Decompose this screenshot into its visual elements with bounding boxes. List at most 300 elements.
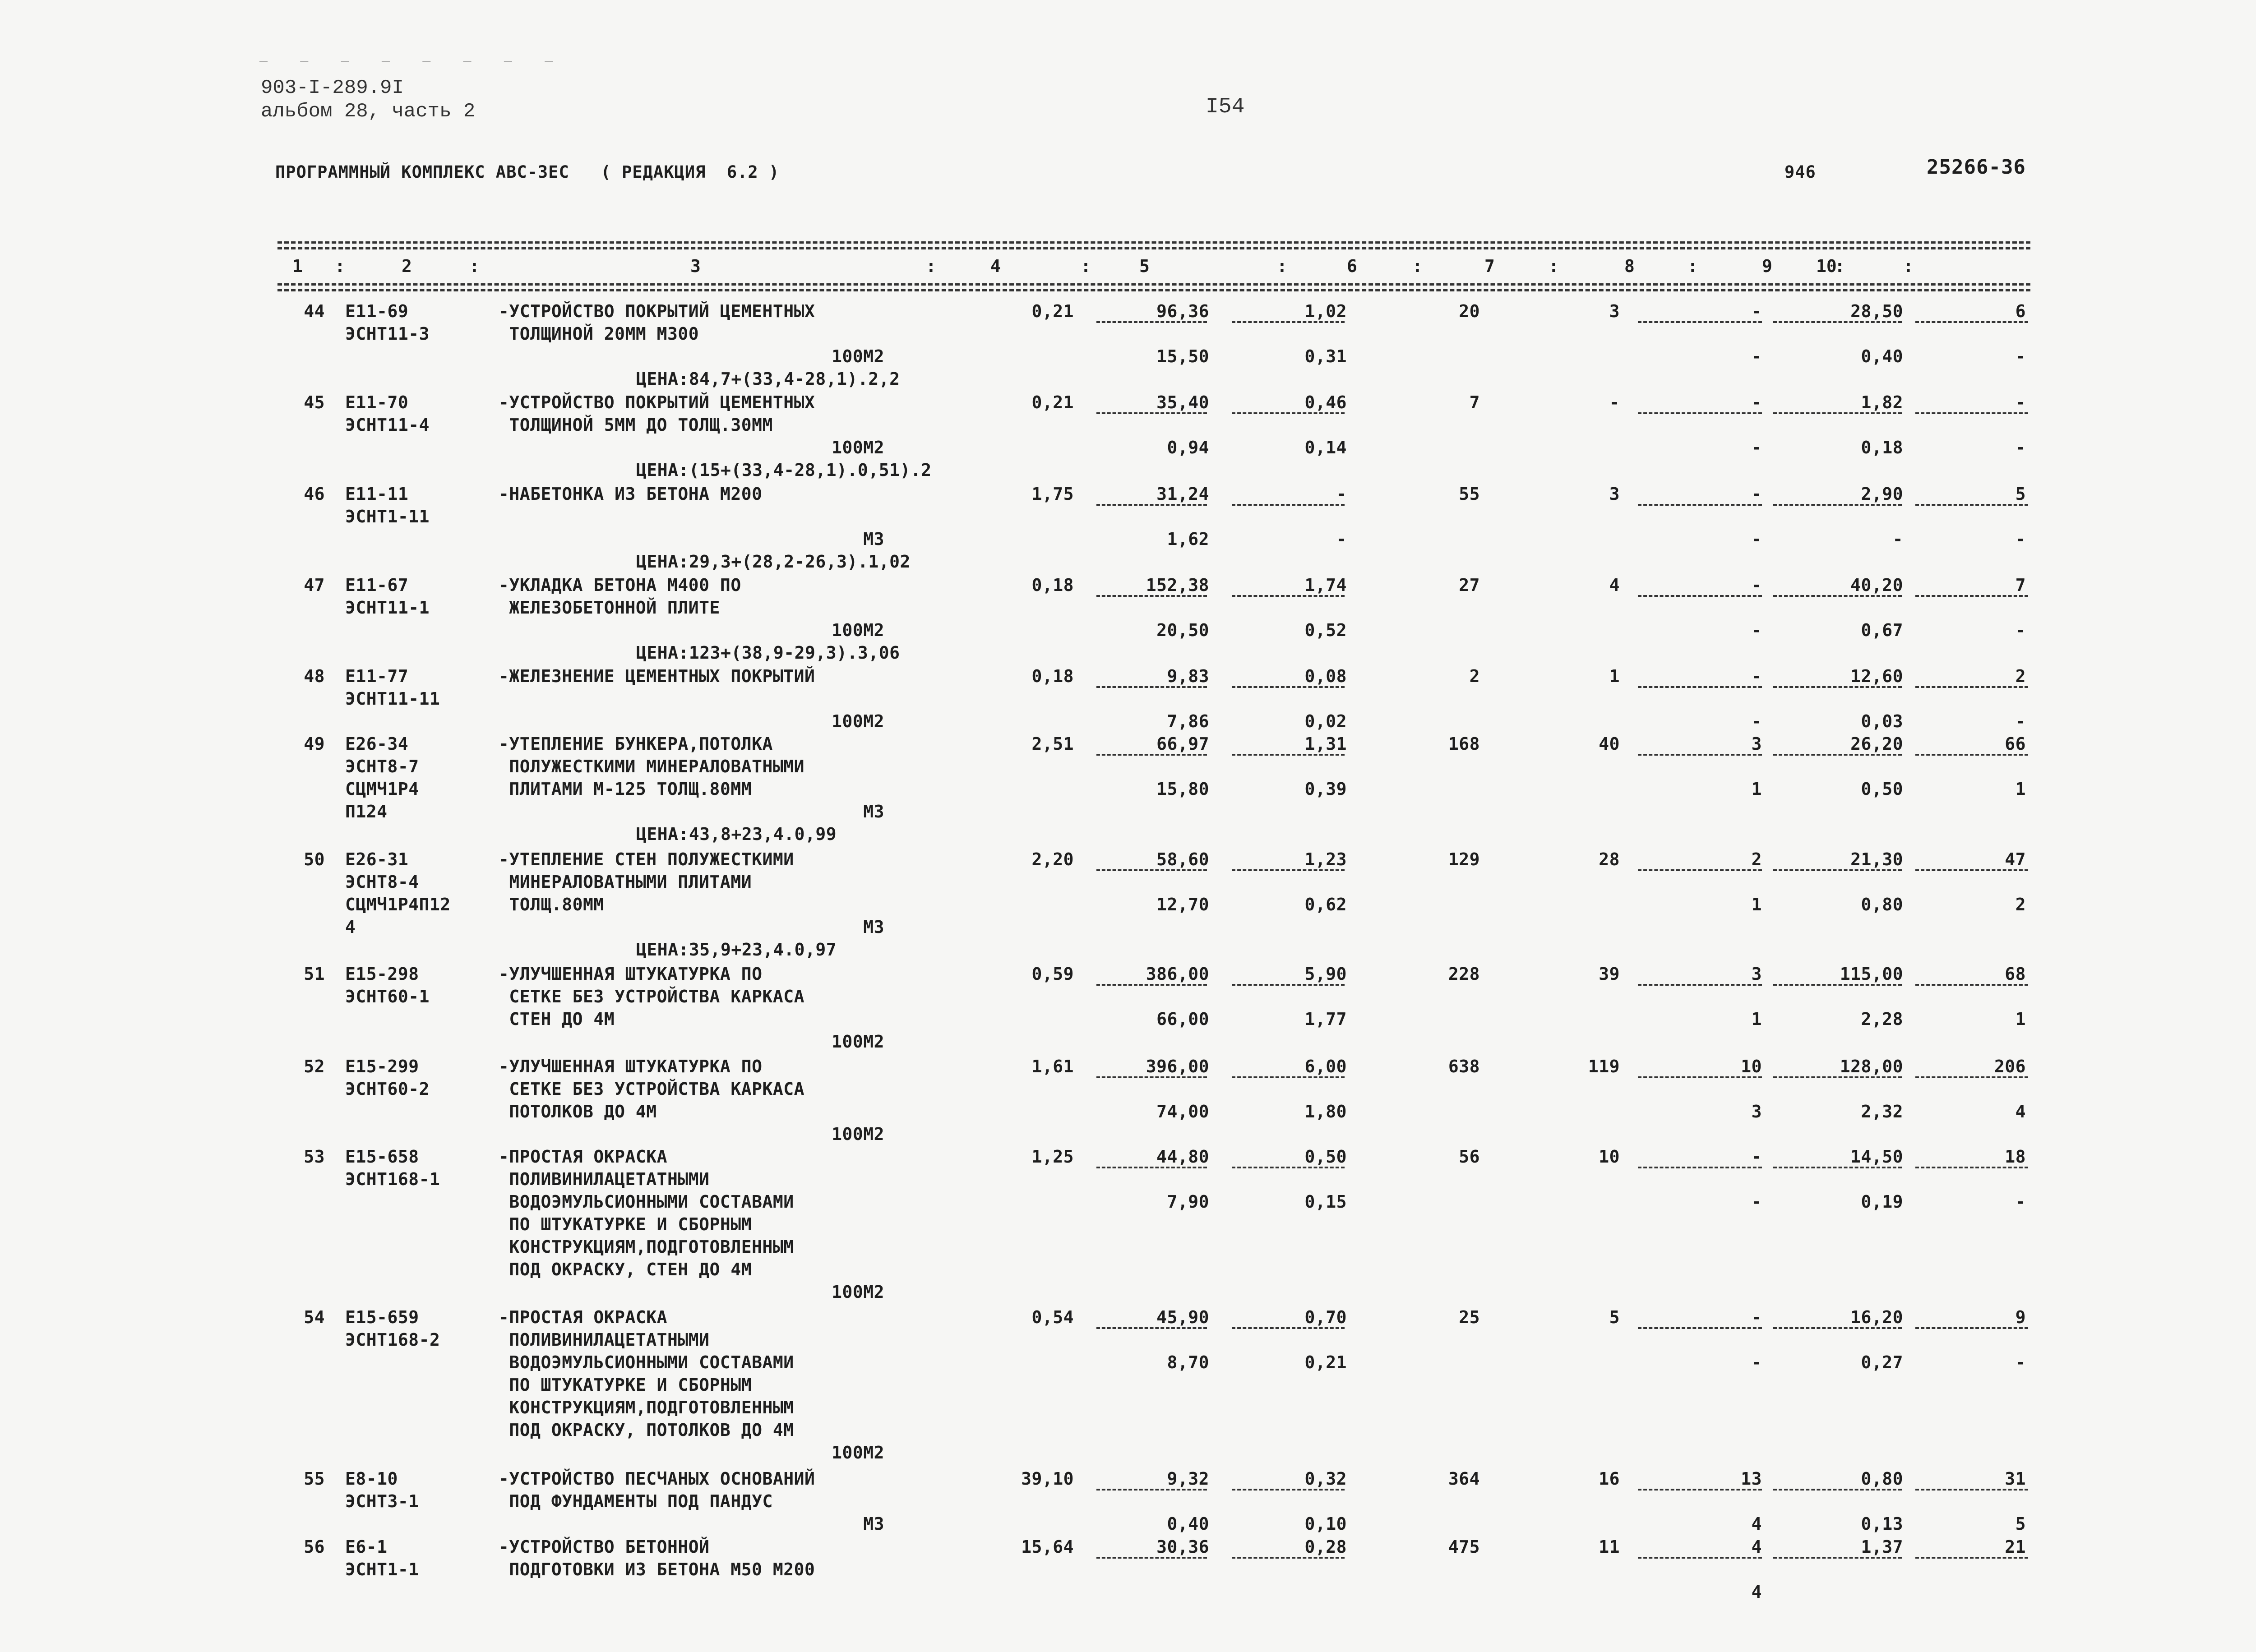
column-header-cell: : [1277,256,1287,276]
labor-hours: 128,00 [1840,1057,1903,1076]
total-hours-sub: 5 [2015,1514,2026,1534]
unit-of-measure: 100М2 [832,711,884,731]
work-description: СЕТКЕ БЕЗ УСТРОЙСТВА КАРКАСА [499,987,804,1006]
machine-wages-sub: - [1751,711,1762,731]
quantity: 2,51 [1031,734,1074,754]
norm-code: Е11-69 [345,301,409,321]
program-title: ПРОГРАММНЫЙ КОМПЛЕКС АВС-3ЕС ( РЕДАКЦИЯ 6.2 ) [275,162,780,182]
column-header-cell: 6 [1347,256,1357,276]
labor-hours: 12,60 [1850,666,1903,686]
wages: 39 [1599,964,1620,984]
work-description: ТОЛЩИНОЙ 5ММ ДО ТОЛЩ.30ММ [499,415,773,435]
row-number: 56 [304,1537,325,1557]
labor-hours: 0,80 [1861,1469,1903,1489]
cell-separator [1096,1167,1207,1168]
labor-hours-sub: 0,50 [1861,779,1903,799]
work-description: ПОД ОКРАСКУ, СТЕН ДО 4М [499,1260,752,1279]
total-cost: 228 [1448,964,1480,984]
work-description: -УТЕПЛЕНИЕ БУНКЕРА,ПОТОЛКА [499,734,773,754]
quantity: 1,75 [1031,484,1074,504]
work-description: КОНСТРУКЦИЯМ,ПОДГОТОВЛЕННЫМ [499,1398,794,1417]
work-description: ПОД ОКРАСКУ, ПОТОЛКОВ ДО 4М [499,1420,794,1440]
wages: 4 [1609,575,1620,595]
norm-code: Е15-298 [345,964,419,984]
total-cost: 638 [1448,1057,1480,1076]
machine-wages-sub: - [1751,1192,1762,1212]
machine-wages: - [1751,301,1762,321]
unit-of-measure: М3 [863,802,884,821]
total-hours-sub: - [2015,1352,2026,1372]
cell-separator [1773,1489,1902,1490]
work-description: ПОЛУЖЕСТКИМИ МИНЕРАЛОВАТНЫМИ [499,757,804,776]
cell-separator [1096,1489,1207,1490]
operation-cost: 1,02 [1304,301,1347,321]
cell-separator [1915,754,2028,756]
cell-separator [1773,504,1902,506]
work-description: ПЛИТАМИ М-125 ТОЛЩ.80ММ [499,779,752,799]
row-number: 50 [304,849,325,869]
total-hours-sub: - [2015,438,2026,457]
norm-code: Е8-10 [345,1469,398,1489]
work-description: ПОДГОТОВКИ ИЗ БЕТОНА М50 М200 [499,1560,815,1579]
total-cost: 25 [1459,1307,1480,1327]
norm-code: Е15-299 [345,1057,419,1076]
column-header-cell: 9 [1762,256,1772,276]
total-hours: 2 [2015,666,2026,686]
work-description: -УСТРОЙСТВО ПЕСЧАНЫХ ОСНОВАНИЙ [499,1469,815,1489]
total-hours: 206 [1994,1057,2026,1076]
cell-separator [1096,595,1207,597]
work-description: -УЛУЧШЕННАЯ ШТУКАТУРКА ПО [499,964,763,984]
labor-hours: 2,90 [1861,484,1903,504]
unit-of-measure: 100М2 [832,438,884,457]
operation-cost: 0,70 [1304,1307,1347,1327]
column-header-cell: : [335,256,345,276]
cell-separator [1232,321,1345,323]
labor-hours-sub: 0,03 [1861,711,1903,731]
total-hours-sub: - [2015,711,2026,731]
total-hours: 31 [2005,1469,2026,1489]
unit-of-measure: 100М2 [832,1032,884,1052]
work-description: -ЖЕЛЕЗНЕНИЕ ЦЕМЕНТНЫХ ПОКРЫТИЙ [499,666,815,686]
work-description: ПОТОЛКОВ ДО 4М [499,1102,657,1121]
cell-separator [1638,869,1762,871]
labor-hours-sub: 0,13 [1861,1514,1903,1534]
machine-wages-sub: 3 [1751,1102,1762,1121]
wages: 10 [1599,1147,1620,1167]
cell-separator [1096,1327,1207,1329]
quantity: 0,18 [1031,666,1074,686]
machine-wages: - [1751,666,1762,686]
column-header-cell: : [1412,256,1423,276]
wages: 5 [1609,1307,1620,1327]
cell-separator [1915,321,2028,323]
unit-cost-wages: 7,86 [1167,711,1209,731]
cell-separator [1096,686,1207,688]
top-separator [277,241,2030,244]
work-description: СТЕН ДО 4М [499,1009,615,1029]
wages: 1 [1609,666,1620,686]
machine-wages-sub: - [1751,438,1762,457]
wages: 16 [1599,1469,1620,1489]
operation-cost: 0,50 [1304,1147,1347,1167]
labor-hours-sub: 0,40 [1861,346,1903,366]
unit-cost-wages: 12,70 [1156,895,1209,914]
operation-cost-wages: 0,14 [1304,438,1347,457]
cell-separator [1638,1167,1762,1168]
cell-separator [1638,595,1762,597]
work-description: -УТЕПЛЕНИЕ СТЕН ПОЛУЖЕСТКИМИ [499,849,794,869]
total-cost: 20 [1459,301,1480,321]
norm-code: ЭСНТ11-11 [345,689,440,709]
norm-code: Е26-34 [345,734,409,754]
cell-separator [1638,686,1762,688]
total-hours: 47 [2005,849,2026,869]
operation-cost-wages: 0,31 [1304,346,1347,366]
cell-separator [1915,686,2028,688]
operation-cost-wages: 0,15 [1304,1192,1347,1212]
unit-cost: 9,83 [1167,666,1209,686]
machine-wages-sub: 4 [1751,1582,1762,1602]
unit-cost-wages: 0,40 [1167,1514,1209,1534]
total-hours: 5 [2015,484,2026,504]
cell-separator [1638,412,1762,414]
cell-separator [1096,1076,1207,1078]
unit-cost: 31,24 [1156,484,1209,504]
quantity: 1,25 [1031,1147,1074,1167]
unit-cost: 66,97 [1156,734,1209,754]
cell-separator [1773,595,1902,597]
cell-separator [1915,504,2028,506]
total-cost: 168 [1448,734,1480,754]
unit-cost-wages: 0,94 [1167,438,1209,457]
column-header-cell: : [1835,256,1845,276]
cell-separator [1915,412,2028,414]
labor-hours: 28,50 [1850,301,1903,321]
column-header-cell: : [1549,256,1559,276]
total-hours-sub: 2 [2015,895,2026,914]
total-hours: 7 [2015,575,2026,595]
cell-separator [1638,504,1762,506]
work-description: -ПРОСТАЯ ОКРАСКА [499,1147,668,1167]
total-hours-sub: 1 [2015,1009,2026,1029]
price-formula: ЦЕНА:123+(38,9-29,3).3,06 [636,643,900,663]
norm-code: ЭСНТ11-4 [345,415,430,435]
labor-hours-sub: 0,67 [1861,620,1903,640]
cell-separator [1096,321,1207,323]
cell-separator [1232,595,1345,597]
unit-cost: 58,60 [1156,849,1209,869]
operation-cost: 6,00 [1304,1057,1347,1076]
machine-wages: 3 [1751,964,1762,984]
unit-cost: 9,32 [1167,1469,1209,1489]
cell-separator [1638,984,1762,986]
unit-cost: 30,36 [1156,1537,1209,1557]
norm-code: ЭСНТ168-2 [345,1330,440,1350]
cell-separator [1773,754,1902,756]
work-description: -УСТРОЙСТВО ПОКРЫТИЙ ЦЕМЕНТНЫХ [499,301,815,321]
sheet-number: 946 [1784,162,1816,182]
norm-code: Е11-67 [345,575,409,595]
unit-of-measure: 100М2 [832,1282,884,1302]
quantity: 15,64 [1021,1537,1074,1557]
operation-cost: 1,31 [1304,734,1347,754]
labor-hours-sub: 0,18 [1861,438,1903,457]
operation-cost: 0,08 [1304,666,1347,686]
norm-code: Е11-11 [345,484,409,504]
work-description: ПО ШТУКАТУРКЕ И СБОРНЫМ [499,1214,752,1234]
work-description: СЕТКЕ БЕЗ УСТРОЙСТВА КАРКАСА [499,1079,804,1099]
unit-cost-wages: 66,00 [1156,1009,1209,1029]
cell-separator [1773,1076,1902,1078]
quantity: 0,21 [1031,301,1074,321]
row-number: 44 [304,301,325,321]
norm-code: Е11-70 [345,392,409,412]
operation-cost: 1,74 [1304,575,1347,595]
cell-separator [1232,412,1345,414]
norm-code: 4 [345,917,356,937]
operation-cost-wages: 1,80 [1304,1102,1347,1121]
column-header-cell: 2 [402,256,412,276]
page-number: I54 [1206,95,1245,119]
unit-of-measure: 100М2 [832,1443,884,1463]
total-hours: - [2015,392,2026,412]
cell-separator [1638,1076,1762,1078]
quantity: 39,10 [1021,1469,1074,1489]
cell-separator [1096,504,1207,506]
total-cost: 475 [1448,1537,1480,1557]
cell-separator [1915,1076,2028,1078]
total-hours-sub: - [2015,1192,2026,1212]
row-number: 49 [304,734,325,754]
norm-code: Е15-659 [345,1307,419,1327]
machine-wages: 2 [1751,849,1762,869]
total-hours: 21 [2005,1537,2026,1557]
labor-hours: 1,82 [1861,392,1903,412]
unit-cost-wages: 20,50 [1156,620,1209,640]
column-header-cell: 4 [990,256,1001,276]
operation-cost: 5,90 [1304,964,1347,984]
row-number: 46 [304,484,325,504]
cell-separator [1773,869,1902,871]
total-cost: 55 [1459,484,1480,504]
labor-hours-sub: 0,80 [1861,895,1903,914]
column-header-cell: : [1687,256,1698,276]
total-hours-sub: - [2015,529,2026,549]
operation-cost: 0,28 [1304,1537,1347,1557]
norm-code: ЭСНТ1-11 [345,507,430,526]
operation-cost-wages: 0,10 [1304,1514,1347,1534]
unit-cost: 386,00 [1146,964,1209,984]
work-description: -ПРОСТАЯ ОКРАСКА [499,1307,668,1327]
wages: 119 [1588,1057,1620,1076]
machine-wages: - [1751,1307,1762,1327]
header-separator [277,283,2030,286]
unit-cost: 396,00 [1146,1057,1209,1076]
total-cost: 364 [1448,1469,1480,1489]
norm-code: ЭСНТ1-1 [345,1560,419,1579]
operation-cost-wages: 1,77 [1304,1009,1347,1029]
operation-cost: 1,23 [1304,849,1347,869]
work-description: ПО ШТУКАТУРКЕ И СБОРНЫМ [499,1375,752,1395]
work-description: -УКЛАДКА БЕТОНА М400 ПО [499,575,741,595]
total-hours: 66 [2005,734,2026,754]
column-header-cell: : [926,256,936,276]
header-separator-2 [277,289,2030,291]
unit-cost-wages: 7,90 [1167,1192,1209,1212]
unit-cost-wages: 74,00 [1156,1102,1209,1121]
operation-cost-wages: 0,52 [1304,620,1347,640]
total-cost: 7 [1469,392,1480,412]
column-header-cell: 3 [690,256,701,276]
norm-code: ЭСНТ3-1 [345,1491,419,1511]
column-header-cell: 5 [1139,256,1150,276]
labor-hours: 14,50 [1850,1147,1903,1167]
total-hours: 18 [2005,1147,2026,1167]
labor-hours: 21,30 [1850,849,1903,869]
quantity: 0,18 [1031,575,1074,595]
labor-hours-sub: 0,27 [1861,1352,1903,1372]
cell-separator [1232,1557,1345,1559]
price-formula: ЦЕНА:43,8+23,4.0,99 [636,824,837,844]
column-header-cell: : [1903,256,1914,276]
machine-wages: - [1751,392,1762,412]
quantity: 0,54 [1031,1307,1074,1327]
cell-separator [1232,1489,1345,1490]
work-description: МИНЕРАЛОВАТНЫМИ ПЛИТАМИ [499,872,752,892]
quantity: 0,21 [1031,392,1074,412]
cell-separator [1232,686,1345,688]
operation-cost: 0,46 [1304,392,1347,412]
work-description: КОНСТРУКЦИЯМ,ПОДГОТОВЛЕННЫМ [499,1237,794,1257]
cell-separator [1638,754,1762,756]
total-hours: 68 [2005,964,2026,984]
cell-separator [1915,869,2028,871]
wages: 28 [1599,849,1620,869]
cell-separator [1232,1327,1345,1329]
norm-code: ЭСНТ11-3 [345,324,430,344]
work-description: -НАБЕТОНКА ИЗ БЕТОНА М200 [499,484,763,504]
total-cost: 56 [1459,1147,1480,1167]
machine-wages: - [1751,1147,1762,1167]
total-hours-sub: 1 [2015,779,2026,799]
cell-separator [1915,984,2028,986]
machine-wages-sub: - [1751,529,1762,549]
column-header-cell: 1 [292,256,303,276]
cell-separator [1096,984,1207,986]
total-hours: 9 [2015,1307,2026,1327]
cell-separator [1638,1327,1762,1329]
unit-of-measure: 100М2 [832,1124,884,1144]
work-description: ТОЛЩИНОЙ 20ММ М300 [499,324,699,344]
cell-separator [1232,1167,1345,1168]
norm-code: П124 [345,802,388,821]
row-number: 51 [304,964,325,984]
machine-wages-sub: 1 [1751,895,1762,914]
row-number: 45 [304,392,325,412]
operation-cost: - [1336,484,1347,504]
total-hours-sub: 4 [2015,1102,2026,1121]
total-hours-sub: - [2015,620,2026,640]
total-cost: 129 [1448,849,1480,869]
total-hours: 6 [2015,301,2026,321]
row-number: 52 [304,1057,325,1076]
norm-code: СЦМЧ1Р4П12 [345,895,451,914]
registration-number: 25266-36 [1927,156,2026,179]
labor-hours-sub: 2,32 [1861,1102,1903,1121]
row-number: 53 [304,1147,325,1167]
cell-separator [1096,754,1207,756]
labor-hours: 16,20 [1850,1307,1903,1327]
work-description: ПОЛИВИНИЛАЦЕТАТНЫМИ [499,1330,710,1350]
machine-wages: 10 [1741,1057,1762,1076]
norm-code: СЦМЧ1Р4 [345,779,419,799]
row-number: 54 [304,1307,325,1327]
operation-cost-wages: - [1336,529,1347,549]
cell-separator [1773,321,1902,323]
total-hours-sub: - [2015,346,2026,366]
labor-hours-sub: 2,28 [1861,1009,1903,1029]
unit-cost: 152,38 [1146,575,1209,595]
cell-separator [1232,984,1345,986]
cell-separator [1232,869,1345,871]
row-number: 48 [304,666,325,686]
quantity: 1,61 [1031,1057,1074,1076]
top-separator-2 [277,247,2030,249]
doc-code: 903-I-289.9I [261,77,404,99]
wages: - [1609,392,1620,412]
cell-separator [1915,1557,2028,1559]
column-header-cell: : [1081,256,1091,276]
work-description: -УСТРОЙСТВО БЕТОННОЙ [499,1537,710,1557]
norm-code: Е6-1 [345,1537,388,1557]
labor-hours: 26,20 [1850,734,1903,754]
work-description: ТОЛЩ.80ММ [499,895,604,914]
norm-code: Е11-77 [345,666,409,686]
column-header-cell: 10 [1816,256,1837,276]
cell-separator [1232,504,1345,506]
price-formula: ЦЕНА:35,9+23,4.0,97 [636,940,837,960]
norm-code: ЭСНТ60-2 [345,1079,430,1099]
norm-code: ЭСНТ60-1 [345,987,430,1006]
machine-wages: - [1751,575,1762,595]
column-header-cell: 7 [1484,256,1495,276]
norm-code: ЭСНТ168-1 [345,1169,440,1189]
row-number: 55 [304,1469,325,1489]
cell-separator [1232,1076,1345,1078]
work-description: ВОДОЭМУЛЬСИОННЫМИ СОСТАВАМИ [499,1352,794,1372]
machine-wages-sub: - [1751,346,1762,366]
norm-code: ЭСНТ8-7 [345,757,419,776]
unit-cost: 45,90 [1156,1307,1209,1327]
cell-separator [1096,869,1207,871]
work-description: ЖЕЛЕЗОБЕТОННОЙ ПЛИТЕ [499,598,720,618]
labor-hours-sub: 0,19 [1861,1192,1903,1212]
machine-wages-sub: 1 [1751,779,1762,799]
album-label: альбом 28, часть 2 [261,100,476,123]
cell-separator [1638,1489,1762,1490]
cell-separator [1638,1557,1762,1559]
unit-of-measure: 100М2 [832,620,884,640]
top-scan-marks: – – – – – – – – [259,53,553,69]
labor-hours-sub: - [1892,529,1903,549]
wages: 11 [1599,1537,1620,1557]
total-cost: 2 [1469,666,1480,686]
labor-hours: 40,20 [1850,575,1903,595]
unit-cost: 35,40 [1156,392,1209,412]
work-description: -УСТРОЙСТВО ПОКРЫТИЙ ЦЕМЕНТНЫХ [499,392,815,412]
machine-wages-sub: - [1751,1352,1762,1372]
